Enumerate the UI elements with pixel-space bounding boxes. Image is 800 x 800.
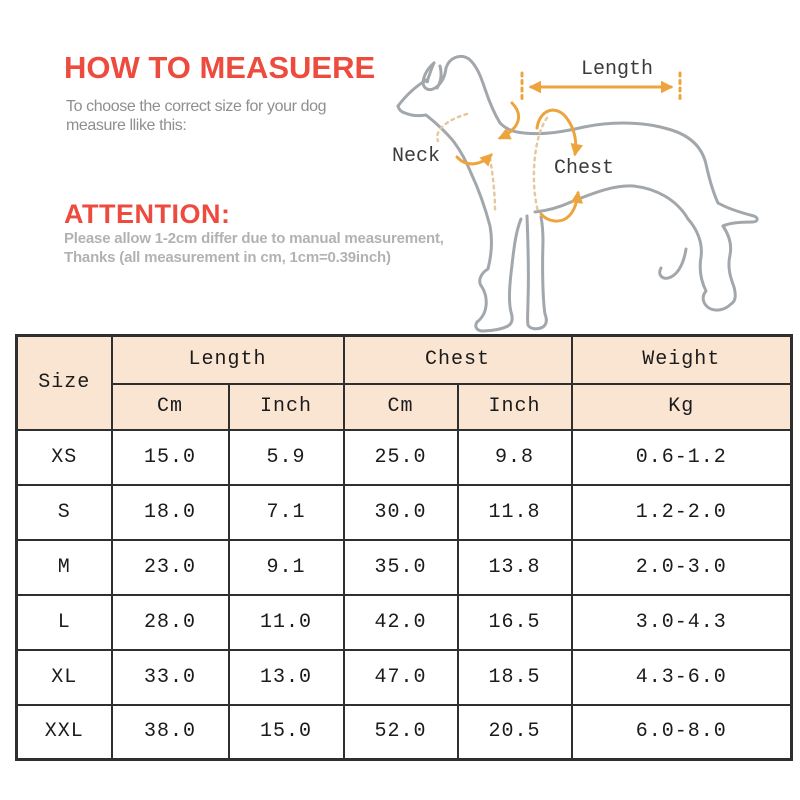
col-weight: Weight bbox=[572, 336, 792, 384]
dog-eye bbox=[425, 79, 430, 84]
cell-length-inch: 15.0 bbox=[229, 705, 344, 760]
cell-size: XXL bbox=[17, 705, 112, 760]
page-title: HOW TO MEASUERE bbox=[64, 50, 376, 85]
table-row-xl bbox=[17, 650, 792, 705]
cell-chest-inch: 11.8 bbox=[458, 485, 572, 540]
chest-label: Chest bbox=[553, 157, 615, 180]
cell-length-inch: 5.9 bbox=[229, 430, 344, 485]
header-row-units bbox=[17, 384, 792, 430]
cell-chest-cm: 35.0 bbox=[344, 540, 458, 595]
table-row-l bbox=[17, 595, 792, 650]
col-length-cm: Cm bbox=[112, 384, 229, 430]
neck-label: Neck bbox=[391, 145, 441, 168]
cell-length-cm: 23.0 bbox=[112, 540, 229, 595]
cell-length-cm: 18.0 bbox=[112, 485, 229, 540]
col-length: Length bbox=[112, 336, 344, 384]
cell-weight: 6.0-8.0 bbox=[572, 705, 792, 760]
attention-title: ATTENTION: bbox=[64, 199, 231, 229]
cell-length-cm: 33.0 bbox=[112, 650, 229, 705]
cell-chest-inch: 16.5 bbox=[458, 595, 572, 650]
header-row-groups bbox=[17, 336, 792, 384]
cell-chest-inch: 18.5 bbox=[458, 650, 572, 705]
cell-size: XS bbox=[17, 430, 112, 485]
cell-chest-inch: 13.8 bbox=[458, 540, 572, 595]
col-chest-cm: Cm bbox=[344, 384, 458, 430]
intro-text-line1: To choose the correct size for your dog bbox=[66, 98, 327, 115]
cell-chest-cm: 30.0 bbox=[344, 485, 458, 540]
cell-weight: 4.3-6.0 bbox=[572, 650, 792, 705]
dog-ear bbox=[423, 63, 446, 90]
cell-weight: 1.2-2.0 bbox=[572, 485, 792, 540]
cell-length-cm: 28.0 bbox=[112, 595, 229, 650]
measurement-arrows bbox=[457, 73, 680, 221]
cell-chest-inch: 20.5 bbox=[458, 705, 572, 760]
intro-text-line2: measure llike this: bbox=[66, 117, 187, 134]
cell-chest-cm: 42.0 bbox=[344, 595, 458, 650]
cell-size: L bbox=[17, 595, 112, 650]
cell-length-inch: 11.0 bbox=[229, 595, 344, 650]
size-table bbox=[15, 334, 793, 761]
cell-size: XL bbox=[17, 650, 112, 705]
col-chest: Chest bbox=[344, 336, 572, 384]
cell-weight: 3.0-4.3 bbox=[572, 595, 792, 650]
dog-measurement-diagram bbox=[370, 30, 800, 335]
cell-chest-inch: 9.8 bbox=[458, 430, 572, 485]
cell-size: S bbox=[17, 485, 112, 540]
table-row-xs bbox=[17, 430, 792, 485]
cell-chest-cm: 47.0 bbox=[344, 650, 458, 705]
cell-chest-cm: 25.0 bbox=[344, 430, 458, 485]
dog-tail bbox=[718, 203, 757, 226]
cell-length-inch: 7.1 bbox=[229, 485, 344, 540]
length-label: Length bbox=[580, 58, 654, 81]
col-weight-kg: Kg bbox=[572, 384, 792, 430]
cell-length-inch: 9.1 bbox=[229, 540, 344, 595]
cell-length-cm: 15.0 bbox=[112, 430, 229, 485]
table-row-m bbox=[17, 540, 792, 595]
table-row-xxl bbox=[17, 705, 792, 760]
cell-weight: 2.0-3.0 bbox=[572, 540, 792, 595]
table-row-s bbox=[17, 485, 792, 540]
cell-length-inch: 13.0 bbox=[229, 650, 344, 705]
attention-text-line2: Thanks (all measurement in cm, 1cm=0.39inch) bbox=[64, 249, 391, 266]
cell-length-cm: 38.0 bbox=[112, 705, 229, 760]
col-length-inch: Inch bbox=[229, 384, 344, 430]
cell-weight: 0.6-1.2 bbox=[572, 430, 792, 485]
col-size: Size bbox=[17, 336, 112, 430]
attention-text-line1: Please allow 1-2cm differ due to manual measurement, bbox=[64, 230, 444, 247]
intro-text bbox=[66, 97, 366, 135]
cell-chest-cm: 52.0 bbox=[344, 705, 458, 760]
cell-size: M bbox=[17, 540, 112, 595]
neck-tape-dashed bbox=[437, 114, 547, 211]
col-chest-inch: Inch bbox=[458, 384, 572, 430]
